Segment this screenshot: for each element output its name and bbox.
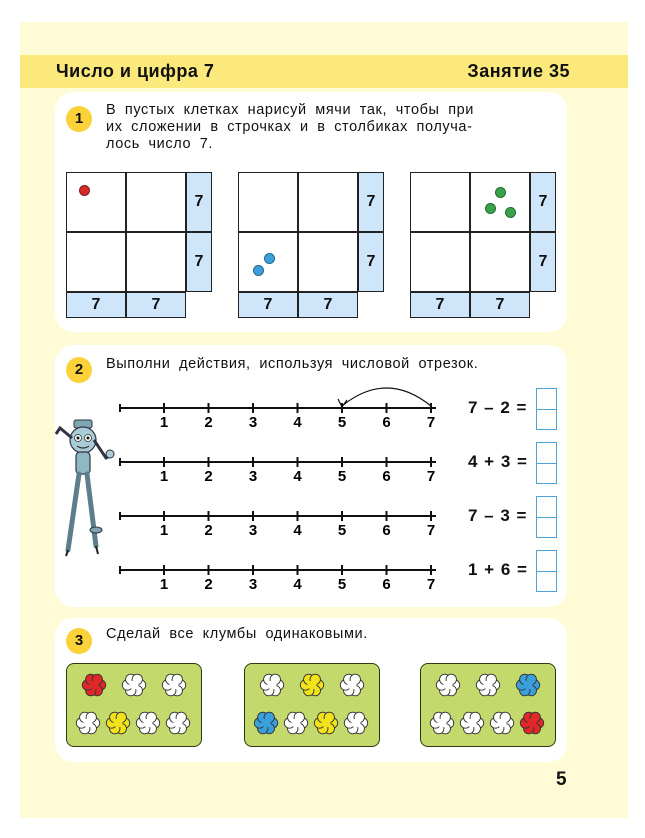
ball-grid [410,172,560,322]
number-line-tick-label: 2 [204,468,213,482]
page-number: 5 [556,769,567,790]
number-line-tick-label: 5 [337,414,347,428]
grid-cell[interactable] [410,172,470,232]
task-1-text-line: В пустых клетках нарисуй мячи так, чтобы при [106,102,475,118]
grid-cell[interactable] [238,232,298,292]
number-line-tick-label: 6 [382,522,391,536]
equation: 4 + 3 = [468,452,528,471]
task-3-number: 3 [66,628,92,654]
flower[interactable] [475,672,501,703]
flower[interactable] [435,672,461,703]
number-line [110,422,440,482]
flower[interactable] [343,710,369,741]
task-2-text: Выполни действия, используя числовой отрезок. [106,356,479,372]
column-sum-label: 7 [298,292,358,318]
flower[interactable] [135,710,161,741]
number-line-tick-label: 2 [204,522,213,536]
grid-cell[interactable] [66,232,126,292]
flower[interactable] [313,710,339,741]
number-line-tick-label: 1 [159,468,169,482]
flower[interactable] [489,710,515,741]
number-line-tick-label: 1 [159,576,169,590]
column-sum-label: 7 [126,292,186,318]
row-sum-label: 7 [530,232,556,292]
flower-bed [420,663,556,747]
grid-cell[interactable] [410,232,470,292]
grid-cell[interactable] [66,172,126,232]
flower[interactable] [253,710,279,741]
number-line-tick-label: 7 [426,522,436,536]
number-line [110,476,440,536]
ball [79,185,90,196]
flower[interactable] [519,710,545,741]
flower[interactable] [161,672,187,703]
row-sum-label: 7 [186,172,212,232]
number-line-tick-label: 3 [248,468,258,482]
answer-box[interactable] [536,442,557,484]
grid-cell[interactable] [298,232,358,292]
row-sum-label: 7 [186,232,212,292]
number-line-tick-label: 4 [293,414,302,428]
number-line [110,368,440,428]
ball-grid [238,172,388,322]
flower[interactable] [81,672,107,703]
flower[interactable] [299,672,325,703]
flower[interactable] [105,710,131,741]
page-header [20,55,628,88]
number-line-tick-label: 7 [426,414,436,428]
grid-cell[interactable] [126,232,186,292]
row-sum-label: 7 [358,172,384,232]
grid-cell[interactable] [238,172,298,232]
flower[interactable] [75,710,101,741]
grid-cell[interactable] [470,232,530,292]
flower[interactable] [339,672,365,703]
number-line-tick-label: 6 [382,576,391,590]
answer-box[interactable] [536,496,557,538]
equation: 7 – 3 = [468,506,528,525]
flower-bed [244,663,380,747]
grid-cell[interactable] [298,172,358,232]
task-1-number: 1 [66,106,92,132]
flower[interactable] [121,672,147,703]
flower[interactable] [429,710,455,741]
ball [264,253,275,264]
number-line-tick-label: 4 [293,576,302,590]
grid-cell[interactable] [126,172,186,232]
task-2-number: 2 [66,357,92,383]
number-line-tick-label: 5 [337,522,347,536]
column-sum-label: 7 [66,292,126,318]
column-sum-label: 7 [238,292,298,318]
column-sum-label: 7 [410,292,470,318]
column-sum-label: 7 [470,292,530,318]
number-line-tick-label: 2 [204,576,213,590]
ball [485,203,496,214]
lesson-title: Число и цифра 7 [56,61,215,81]
number-line-tick-label: 7 [426,468,436,482]
number-line-tick-label: 3 [248,414,258,428]
number-line-tick-label: 2 [204,414,213,428]
flower[interactable] [165,710,191,741]
grid-cell[interactable] [470,172,530,232]
number-line-tick-label: 4 [293,468,302,482]
ball-grid [66,172,216,322]
number-line-tick-label: 5 [337,468,347,482]
number-line [110,530,440,590]
flower-bed [66,663,202,747]
ball [505,207,516,218]
flower[interactable] [283,710,309,741]
number-line-tick-label: 4 [293,522,302,536]
number-line-tick-label: 1 [159,522,169,536]
number-line-tick-label: 3 [248,522,258,536]
number-line-tick-label: 7 [426,576,436,590]
number-line-tick-label: 6 [382,468,391,482]
number-line-tick-label: 5 [337,576,347,590]
task-3-text: Сделай все клумбы одинаковыми. [106,626,368,642]
task-1-text-line: их сложении в строчках и в столбиках получа- [106,119,473,135]
row-sum-label: 7 [530,172,556,232]
equation: 1 + 6 = [468,560,528,579]
row-sum-label: 7 [358,232,384,292]
ball [495,187,506,198]
answer-box[interactable] [536,388,557,430]
number-line-tick-label: 6 [382,414,391,428]
equation: 7 – 2 = [468,398,528,417]
number-line-tick-label: 3 [248,576,258,590]
ball [253,265,264,276]
flower[interactable] [259,672,285,703]
task-1-text-line: лось число 7. [106,136,214,152]
lesson-number: Занятие 35 [467,61,570,81]
answer-box[interactable] [536,550,557,592]
flower[interactable] [515,672,541,703]
flower[interactable] [459,710,485,741]
number-line-tick-label: 1 [159,414,169,428]
task-1-text [106,102,474,153]
